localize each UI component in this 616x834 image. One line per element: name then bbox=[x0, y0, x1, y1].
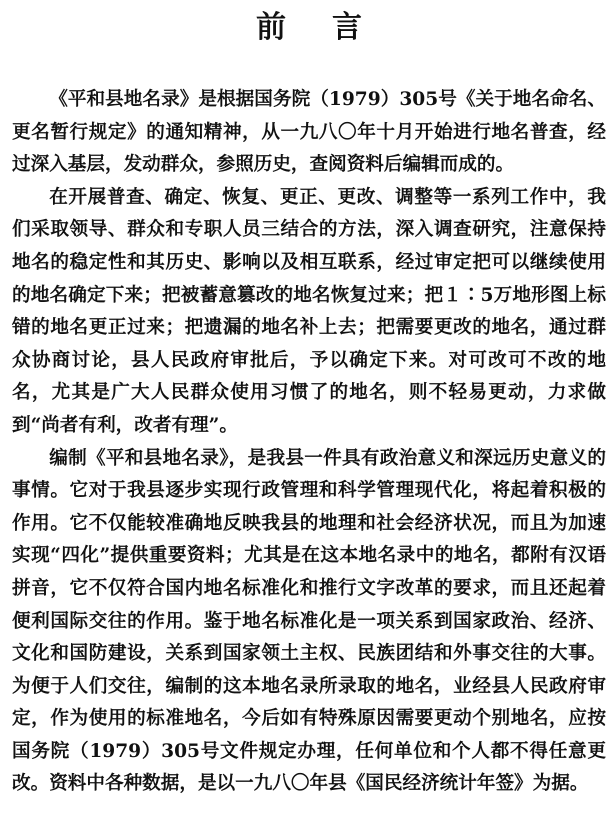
paragraph-1: 《平和县地名录》是根据国务院（1979）305号《关于地名命名、更名暂行规定》的通知精神，从一九八〇年十月开始进行地名普查，经过深入基层，发动群众，参照历史，查阅资料后编辑而成的。 bbox=[12, 89, 606, 176]
document-body bbox=[12, 84, 606, 801]
page-title: 前言 bbox=[256, 10, 408, 45]
paragraph-3: 编制《平和县地名录》，是我县一件具有政治意义和深远历史意义的事情。它对于我县逐步实现行政管理和科学管理现代化，将起着积极的作用。它不仅能较准确地反映我县的地理和社会经济状况，而且为加速实现“四化”提供重要资料；尤其是在这本地名录中的地名，都附有汉语拼音，它不仅符合国内地名标准化和推行文字改革的要求，而且还起着便利国际交往的作用。鉴于地名标准化是一项关系到国家政治、经济、文化和国防建设，关系到国家领土主权、民族团结和外事交往的大事。为便于人们交往，编制的这本地名录所录取的地名，业经县人民政府审定，作为使用的标准地名，今后如有特殊原因需要更动个别地名，应按国务院（1979）305号文件规定办理，任何单位和个人都不得任意更改。资料中各种数据，是以一九八〇年县《国民经济统计年签》为据。 bbox=[12, 447, 606, 795]
paragraph-2: 在开展普查、确定、恢复、更正、更改、调整等一系列工作中，我们采取领导、群众和专职人员三结合的方法，深入调查研究，注意保持地名的稳定性和其历史、影响以及相互联系，经过审定把可以继续使用的地名确定下来；把被蓄意篡改的地名恢复过来；把１∶5万地形图上标错的地名更正过来；把遗漏的地名补上去；把需要更改的地名，通过群众协商讨论，县人民政府审批后，予以确定下来。对可改可不改的地名，尤其是广大人民群众使用习惯了的地名，则不轻易更动，力求做到“尚者有利，改者有理”。 bbox=[12, 186, 606, 436]
